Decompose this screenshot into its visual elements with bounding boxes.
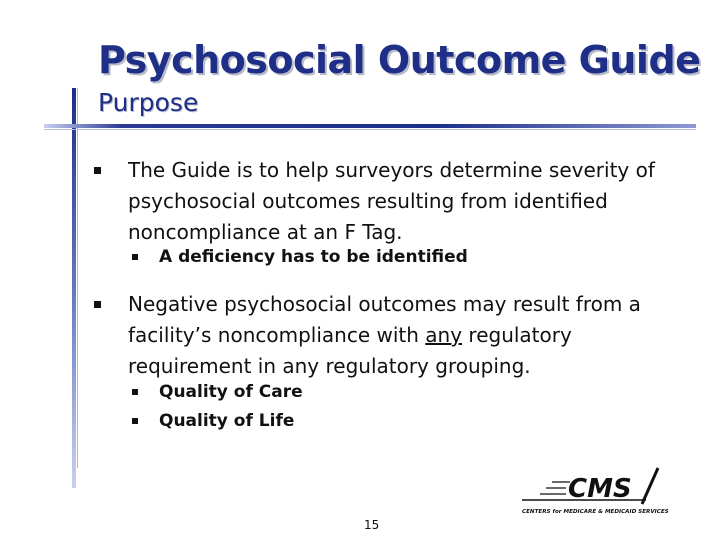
horizontal-rule <box>44 124 696 128</box>
horizontal-rule-thin <box>44 129 696 130</box>
sub-bullet-2-2 <box>159 409 294 433</box>
bullet-2-underlined-word: any <box>425 323 463 347</box>
sub-bullet-text: Quality of Life <box>159 411 295 431</box>
sub-bullet-text: A deficiency has to be identified <box>159 247 468 267</box>
bullet-2-text-before: Negative psychosocial outcomes may result from a facility’s noncompliance with <box>128 292 641 347</box>
bullet-square-icon <box>94 301 101 308</box>
bullet-square-icon <box>94 167 101 174</box>
logo-slash <box>642 468 658 504</box>
bullet-square-icon <box>132 418 138 424</box>
sub-bullet-text: Quality of Care <box>159 382 303 402</box>
logo-tagline: CENTERS for MEDICARE & MEDICAID SERVICES <box>522 509 669 515</box>
sub-bullet-1-1 <box>159 245 468 269</box>
bullet-2-text-after: regulatory requirement in any regulatory grouping. <box>128 323 572 378</box>
bullet-square-icon <box>132 389 138 395</box>
bullet-1 <box>128 155 698 248</box>
vertical-rule-thin <box>77 88 78 468</box>
bullet-2 <box>128 289 698 382</box>
page-number: 15 <box>364 518 380 532</box>
slide-subtitle: Purpose <box>98 88 199 117</box>
bullet-1-text: The Guide is to help surveyors determine severity of psychosocial outcomes resulting from identified noncompliance at an F Tag. <box>128 158 655 244</box>
logo-wordmark: CMS <box>568 474 632 504</box>
cms-logo <box>520 466 680 520</box>
sub-bullet-2-1 <box>159 380 303 404</box>
slide-title: Psychosocial Outcome Guide <box>98 38 701 82</box>
bullet-square-icon <box>132 254 138 260</box>
vertical-rule <box>72 88 76 488</box>
